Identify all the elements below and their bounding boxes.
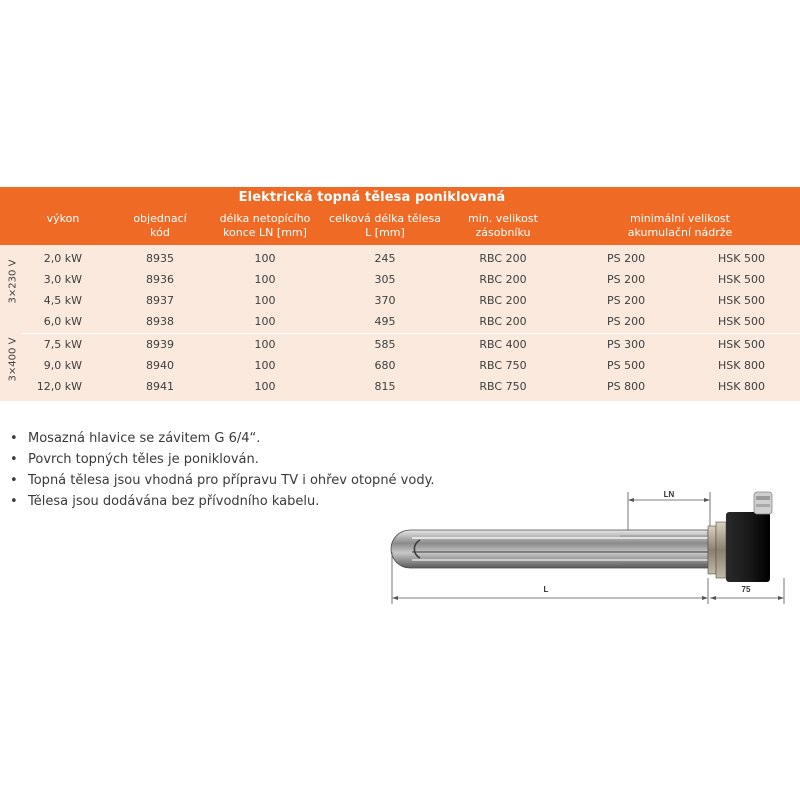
head-length-label: 75 bbox=[741, 585, 751, 594]
cell-hsk: HSK 500 bbox=[718, 294, 765, 307]
table-row bbox=[0, 248, 800, 269]
header-ln-line2: konce LN [mm] bbox=[223, 226, 307, 239]
list-item bbox=[10, 449, 490, 470]
header-length-line1: celková délka tělesa bbox=[329, 212, 441, 225]
heater-table bbox=[0, 187, 800, 401]
cell-tank: RBC 200 bbox=[479, 315, 527, 328]
brass-head bbox=[708, 522, 726, 578]
cell-hsk: HSK 500 bbox=[718, 338, 765, 351]
cell-length: 370 bbox=[374, 294, 396, 307]
cell-ln: 100 bbox=[254, 315, 276, 328]
header-code bbox=[120, 212, 200, 240]
cell-ln: 100 bbox=[254, 294, 276, 307]
header-power: výkon bbox=[46, 212, 80, 225]
header-tank-line1: min. velikost bbox=[468, 212, 538, 225]
bullet-icon: • bbox=[10, 494, 18, 509]
list-item-text: Tělesa jsou dodávána bez přívodního kabelu. bbox=[28, 494, 320, 509]
cell-power: 3,0 kW bbox=[43, 273, 82, 286]
cell-tank: RBC 750 bbox=[479, 359, 527, 372]
cell-ps: PS 200 bbox=[607, 252, 646, 265]
header-ln bbox=[210, 212, 320, 240]
heater-rods bbox=[391, 530, 708, 568]
cell-power: 2,0 kW bbox=[43, 252, 82, 265]
cell-length: 585 bbox=[374, 338, 396, 351]
header-accumulation bbox=[610, 212, 750, 240]
cell-length: 680 bbox=[374, 359, 396, 372]
cell-power: 12,0 kW bbox=[36, 380, 82, 393]
cell-ps: PS 200 bbox=[607, 315, 646, 328]
cell-ln: 100 bbox=[254, 273, 276, 286]
cell-ps: PS 500 bbox=[607, 359, 646, 372]
header-code-line2: kód bbox=[150, 226, 170, 239]
table-header bbox=[0, 187, 800, 245]
header-length bbox=[325, 212, 445, 240]
header-code-line1: objednací bbox=[133, 212, 187, 225]
cell-length: 815 bbox=[374, 380, 396, 393]
header-accumulation-line2: akumulační nádrže bbox=[627, 226, 733, 239]
cell-code: 8936 bbox=[146, 273, 174, 286]
cell-ln: 100 bbox=[254, 359, 276, 372]
cell-ps: PS 300 bbox=[607, 338, 646, 351]
bullet-icon: • bbox=[10, 473, 18, 488]
header-accumulation-line1: minimální velikost bbox=[630, 212, 730, 225]
heater-diagram bbox=[380, 478, 800, 618]
cell-tank: RBC 400 bbox=[479, 338, 527, 351]
cell-code: 8938 bbox=[146, 315, 174, 328]
bullet-icon: • bbox=[10, 431, 18, 446]
cell-power: 4,5 kW bbox=[43, 294, 82, 307]
cell-power: 9,0 kW bbox=[43, 359, 82, 372]
voltage-label-230: 3×230 V bbox=[7, 259, 19, 304]
table-row bbox=[0, 355, 800, 376]
cell-hsk: HSK 500 bbox=[718, 252, 765, 265]
cell-ps: PS 200 bbox=[607, 294, 646, 307]
list-item bbox=[10, 428, 490, 449]
cell-ln: 100 bbox=[254, 338, 276, 351]
cell-tank: RBC 750 bbox=[479, 380, 527, 393]
cell-ln: 100 bbox=[254, 380, 276, 393]
cell-length: 305 bbox=[374, 273, 396, 286]
cell-length: 495 bbox=[374, 315, 396, 328]
table-body bbox=[0, 245, 800, 401]
table-row bbox=[0, 334, 800, 355]
cell-code: 8937 bbox=[146, 294, 174, 307]
cell-code: 8939 bbox=[146, 338, 174, 351]
cell-tank: RBC 200 bbox=[479, 273, 527, 286]
table-title: Elektrická topná tělesa poniklovaná bbox=[238, 190, 506, 205]
l-label: L bbox=[543, 585, 549, 594]
table-row bbox=[0, 311, 800, 332]
header-length-line2: L [mm] bbox=[365, 226, 405, 239]
cell-code: 8941 bbox=[146, 380, 174, 393]
cell-hsk: HSK 800 bbox=[718, 380, 765, 393]
cell-ln: 100 bbox=[254, 252, 276, 265]
cell-ps: PS 800 bbox=[607, 380, 646, 393]
cell-hsk: HSK 500 bbox=[718, 273, 765, 286]
cell-ps: PS 200 bbox=[607, 273, 646, 286]
table-row bbox=[0, 376, 800, 397]
table-row bbox=[0, 269, 800, 290]
ln-dimension bbox=[628, 490, 710, 530]
header-tank bbox=[458, 212, 548, 240]
cell-tank: RBC 200 bbox=[479, 252, 527, 265]
heater-diagram-svg bbox=[380, 478, 800, 618]
cell-code: 8935 bbox=[146, 252, 174, 265]
header-tank-line2: zásobníku bbox=[475, 226, 531, 239]
voltage-label-400: 3×400 V bbox=[7, 337, 19, 382]
cell-hsk: HSK 500 bbox=[718, 315, 765, 328]
cell-power: 7,5 kW bbox=[43, 338, 82, 351]
list-item-text: Povrch topných těles je poniklován. bbox=[28, 452, 259, 467]
list-item-text: Mosazná hlavice se závitem G 6/4“. bbox=[28, 431, 261, 446]
terminal-cap bbox=[726, 492, 772, 582]
cell-power: 6,0 kW bbox=[43, 315, 82, 328]
cell-hsk: HSK 800 bbox=[718, 359, 765, 372]
ln-label: LN bbox=[663, 490, 675, 499]
table-row bbox=[0, 290, 800, 311]
cell-length: 245 bbox=[374, 252, 396, 265]
header-ln-line1: délka netopícího bbox=[219, 212, 311, 225]
cell-tank: RBC 200 bbox=[479, 294, 527, 307]
list-item-text: Topná tělesa jsou vhodná pro přípravu TV i ohřev otopné vody. bbox=[28, 473, 435, 488]
cell-code: 8940 bbox=[146, 359, 174, 372]
bullet-icon: • bbox=[10, 452, 18, 467]
